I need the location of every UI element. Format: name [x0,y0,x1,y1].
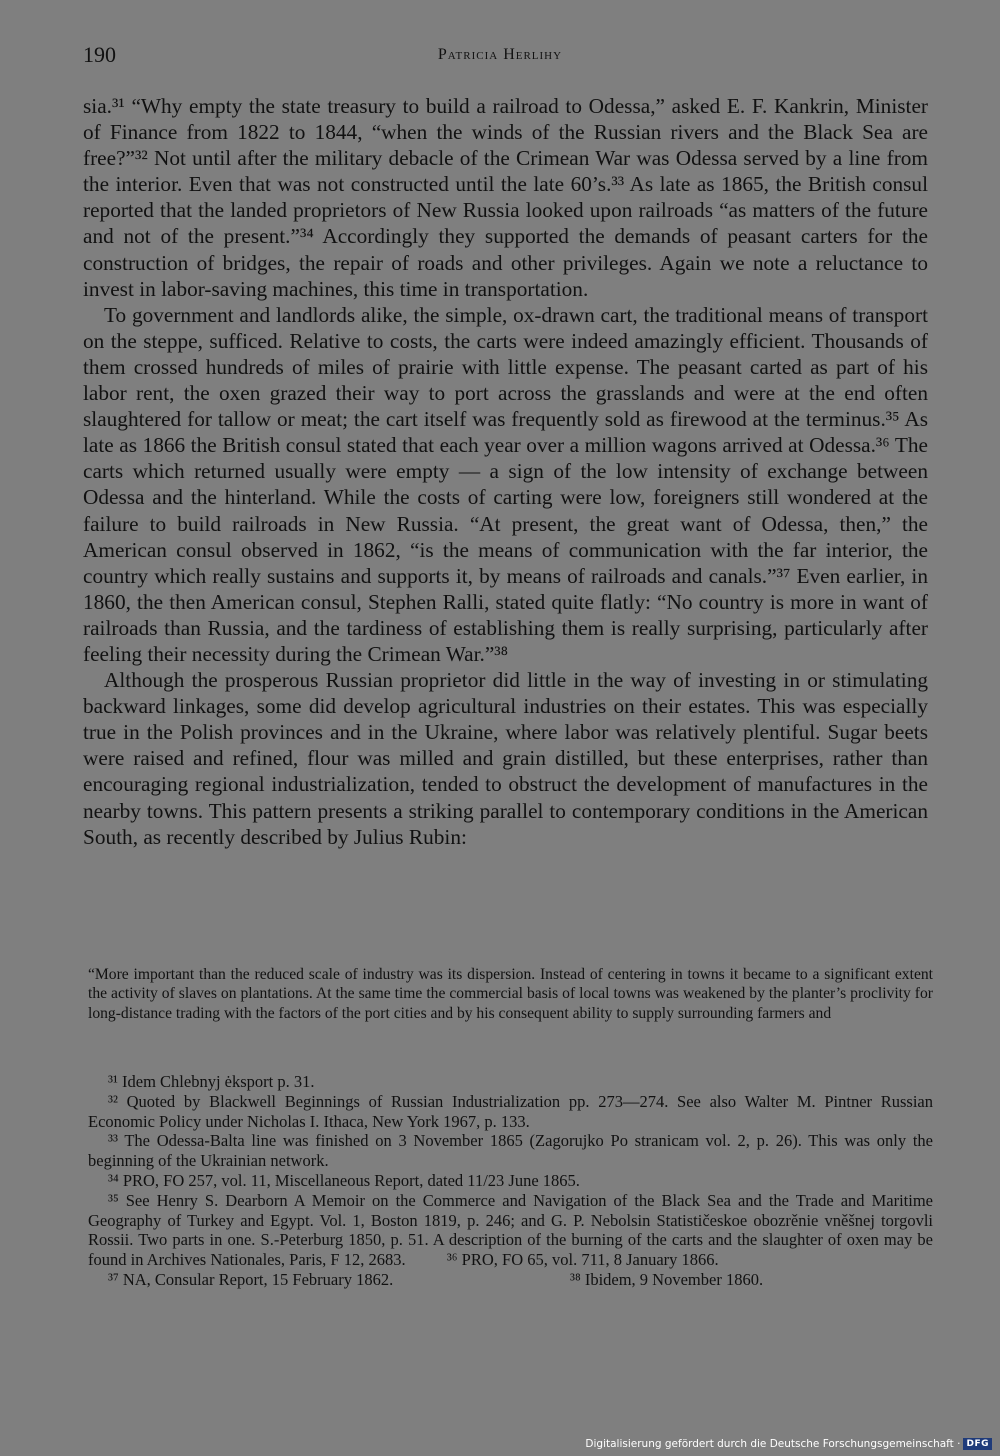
paragraph-3: Although the prosperous Russian proprietor did little in the way of investing in or stimulating backward linkages, some did develop agricultural industries on their estates. This was especially true in the Polish provinces and in the Ukraine, where labor was relatively plentiful. Sugar beets were raised and refined, flour was milled and grain distilled, but these enterprises, rather than encouraging regional industrialization, tended to obstruct the development of manufactures in the nearby towns. This pattern presents a striking parallel to contemporary conditions in the American South, as recently described by Julius Rubin: [83,668,928,849]
footnote-38: ³⁸ Ibidem, 9 November 1860. [570,1269,764,1289]
paragraph-1: sia.³¹ “Why empty the state treasury to build a railroad to Odessa,” asked E. F. Kankrin, Minister of Finance from 1822 to 1844, “when the winds of the Russian rivers and the Black Sea are free?”³² Not until after the military debacle of the Crimean War was Odessa served by a line from the interior. Even that was not constructed until the late 60’s.³³ As late as 1865, the British consul reported that the landed proprietors of New Russia looked upon railroads “as matters of the future and not of the present.”³⁴ Accordingly they supported the demands of peasant carters for the construction of bridges, the repair of roads and other privileges. Again we note a reluctance to invest in labor-saving machines, this time in transportation. [83,94,928,301]
footnote-31: ³¹ Idem Chlebnyj ėksport p. 31. [108,1072,315,1091]
footnote-34: ³⁴ PRO, FO 257, vol. 11, Miscellaneous Report, dated 11/23 June 1865. [108,1170,580,1190]
footnote-32: ³² Quoted by Blackwell Beginnings of Russian Industrialization pp. 273—274. See also Walter M. Pintner Russian Economic Policy under Nicholas I. Ithaca, New York 1967, p. 133. [88,1091,933,1131]
footnote-37: ³⁷ NA, Consular Report, 15 February 1862. [108,1269,394,1289]
digitization-credit [585,1438,992,1450]
dfg-logo: DFG [963,1438,992,1450]
footnote-36: ³⁶ PRO, FO 65, vol. 711, 8 January 1866. [446,1250,719,1270]
body-text [83,93,928,850]
running-head: Patricia Herlihy [437,46,563,63]
footnote-33: ³³ The Odessa-Balta line was finished on 3 November 1865 (Zagorujko Po stranicam vol. 2, p. 26). This was only the beginning of the Ukrainian network. [88,1131,933,1171]
block-quote: “More important than the reduced scale of industry was its dispersion. Instead of centering in towns it became to a significant extent the activity of slaves on plantations. At the same time the commercial basis of local towns was weakened by the planter’s proclivity for long-distance trading with the factors of the port cities and by his consequent ability to supply surrounding farmers and [88,966,933,1022]
credit-text: Digitalisierung gefördert durch die Deutsche Forschungsgemeinschaft · [585,1438,961,1450]
footnote-row-37-38 [88,1270,933,1290]
footnote-35 [88,1191,933,1270]
footnote-35-text: ³⁵ See Henry S. Dearborn A Memoir on the Commerce and Navigation of the Black Sea and the Trade and Maritime Geography of Turkey and Egypt. Vol. 1, Boston 1819, p. 246; and G. P. Nebolsin Statističeskoe obozrěnie vněšnej torgovli Rossii. Two parts in one. S.-Peterburg 1850, p. 51. A description of the burning of the carts and the slaughter of oxen may be found in Archives Nationales, Paris, F 12, 2683. [88,1190,933,1270]
page-number: 190 [83,42,116,67]
footnotes [88,1072,933,1290]
paragraph-2: To government and landlords alike, the simple, ox-drawn cart, the traditional means of transport on the steppe, sufficed. Relative to costs, the carts were indeed amazingly efficient. Thousands of them crossed hundreds of miles of prairie with little expense. The peasant carted as part of his labor rent, the oxen grazed their way to port across the grasslands and were at the end often slaughtered for tallow or meat; the cart itself was frequently sold as firewood at the terminus.³⁵ As late as 1866 the British consul stated that each year over a million wagons arrived at Odessa.³⁶ The carts which returned usually were empty — a sign of the low intensity of exchange between Odessa and the hinterland. While the costs of carting were low, foreigners still wondered at the failure to build railroads in New Russia. “At present, the great want of Odessa, then,” the American consul observed in 1862, “is the means of communication with the far interior, the country which really sustains and supports it, by means of railroads and canals.”³⁷ Even earlier, in 1860, the then American consul, Stephen Ralli, stated quite flatly: “No country is more in want of railroads than Russia, and the tardiness of establishing them is really surprising, particularly after feeling their necessity during the Crimean War.”³⁸ [83,302,928,666]
